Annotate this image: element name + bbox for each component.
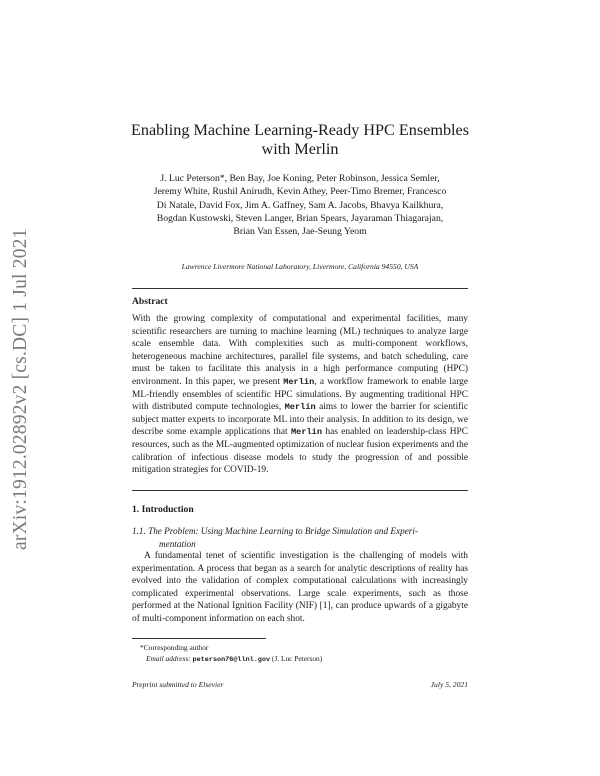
author-line: Di Natale, David Fox, Jim A. Gaffney, Sam A. Jacobs, Bhavya Kailkhura, [156, 199, 444, 211]
footnote-rule [132, 638, 266, 639]
footer-date: July 5, 2021 [430, 680, 468, 689]
abstract-text-4: has enabled on leadership-class HPC resources, such as the ML-augmented optimization of nuclear fusion experiments and the calibration of infectious disease models to study the progression of and possible mitigation strategies for COVID-19. [132, 427, 468, 476]
email-address[interactable]: peterson76@llnl.gov [192, 656, 271, 664]
author-line: Jeremy White, Rushil Anirudh, Kevin Athey, Peer-Timo Bremer, Francesco [153, 186, 447, 198]
abstract-text-1: With the growing complexity of computational and experimental facilities, many scientific researchers are turning to machine learning (ML) techniques to analyze large scale ensemble data. With complexities such as multi-component workflows, heterogeneous machine architectures, parallel file systems, and batch scheduling, care must be taken to facilitate this analysis in a high performance computing (HPC) environment. In this paper, we present [132, 314, 468, 387]
subsection-line-1: 1.1. The Problem: Using Machine Learning to Bridge Simulation and Experi- [132, 526, 418, 536]
abstract-text-3: aims to lower the barrier for scientific subject matter experts to incorporate ML into their analysis. In addition to its design, we describe some example applications that [132, 402, 468, 438]
author-line: Brian Van Essen, Jae-Seung Yeom [233, 226, 367, 238]
paper-title [0, 121, 600, 159]
arxiv-stamp-text: arXiv:1912.02892v2 [cs.DC] 1 Jul 2021 [10, 228, 31, 550]
author-line: J. Luc Peterson*, Ben Bay, Joe Koning, Peter Robinson, Jessica Semler, [160, 173, 440, 184]
subsection-heading [132, 525, 468, 550]
email-label: Email address: [146, 654, 191, 663]
author-list [120, 172, 480, 238]
subsection-line-2: mentation [159, 538, 196, 549]
abstract-text-2: , a workflow framework to enable large ML-friendly ensembles of scientific HPC simulations. By augmenting traditional HPC with distributed compute technologies, [132, 376, 468, 413]
footnote-email [146, 654, 322, 664]
abstract-body [132, 313, 468, 477]
author-line: Bogdan Kustowski, Steven Langer, Brian Spears, Jayaraman Thiagarajan, [156, 212, 444, 224]
abstract-top-rule [132, 288, 468, 289]
intro-paragraph: A fundamental tenet of scientific investigation is the challenging of models with experimentation. A process that began as a search for analytic descriptions of reality has evolved into the validation of complex computational calculations with increasingly complicated experimental observations. Large scale experiments, such as those performed at the National Ignition Facility (NIF) [1], can produce upwards of a gigabyte of multi-component information on each shot. [132, 551, 468, 624]
title-line-2: with Merlin [261, 140, 339, 158]
email-owner: (J. Luc Peterson) [271, 654, 323, 663]
title-line-1: Enabling Machine Learning-Ready HPC Ensembles [130, 121, 470, 139]
abstract-heading: Abstract [132, 296, 168, 307]
abstract-bottom-rule [132, 490, 468, 491]
footnote-corresponding: *Corresponding author [140, 643, 209, 652]
affiliation: Lawrence Livermore National Laboratory, Livermore, California 94550, USA [181, 262, 419, 271]
merlin-name: Merlin [283, 376, 315, 387]
merlin-name: Merlin [290, 427, 323, 438]
footer-preprint: Preprint submitted to Elsevier [132, 680, 224, 689]
merlin-name: Merlin [284, 402, 316, 413]
section-heading-introduction: 1. Introduction [132, 504, 194, 515]
